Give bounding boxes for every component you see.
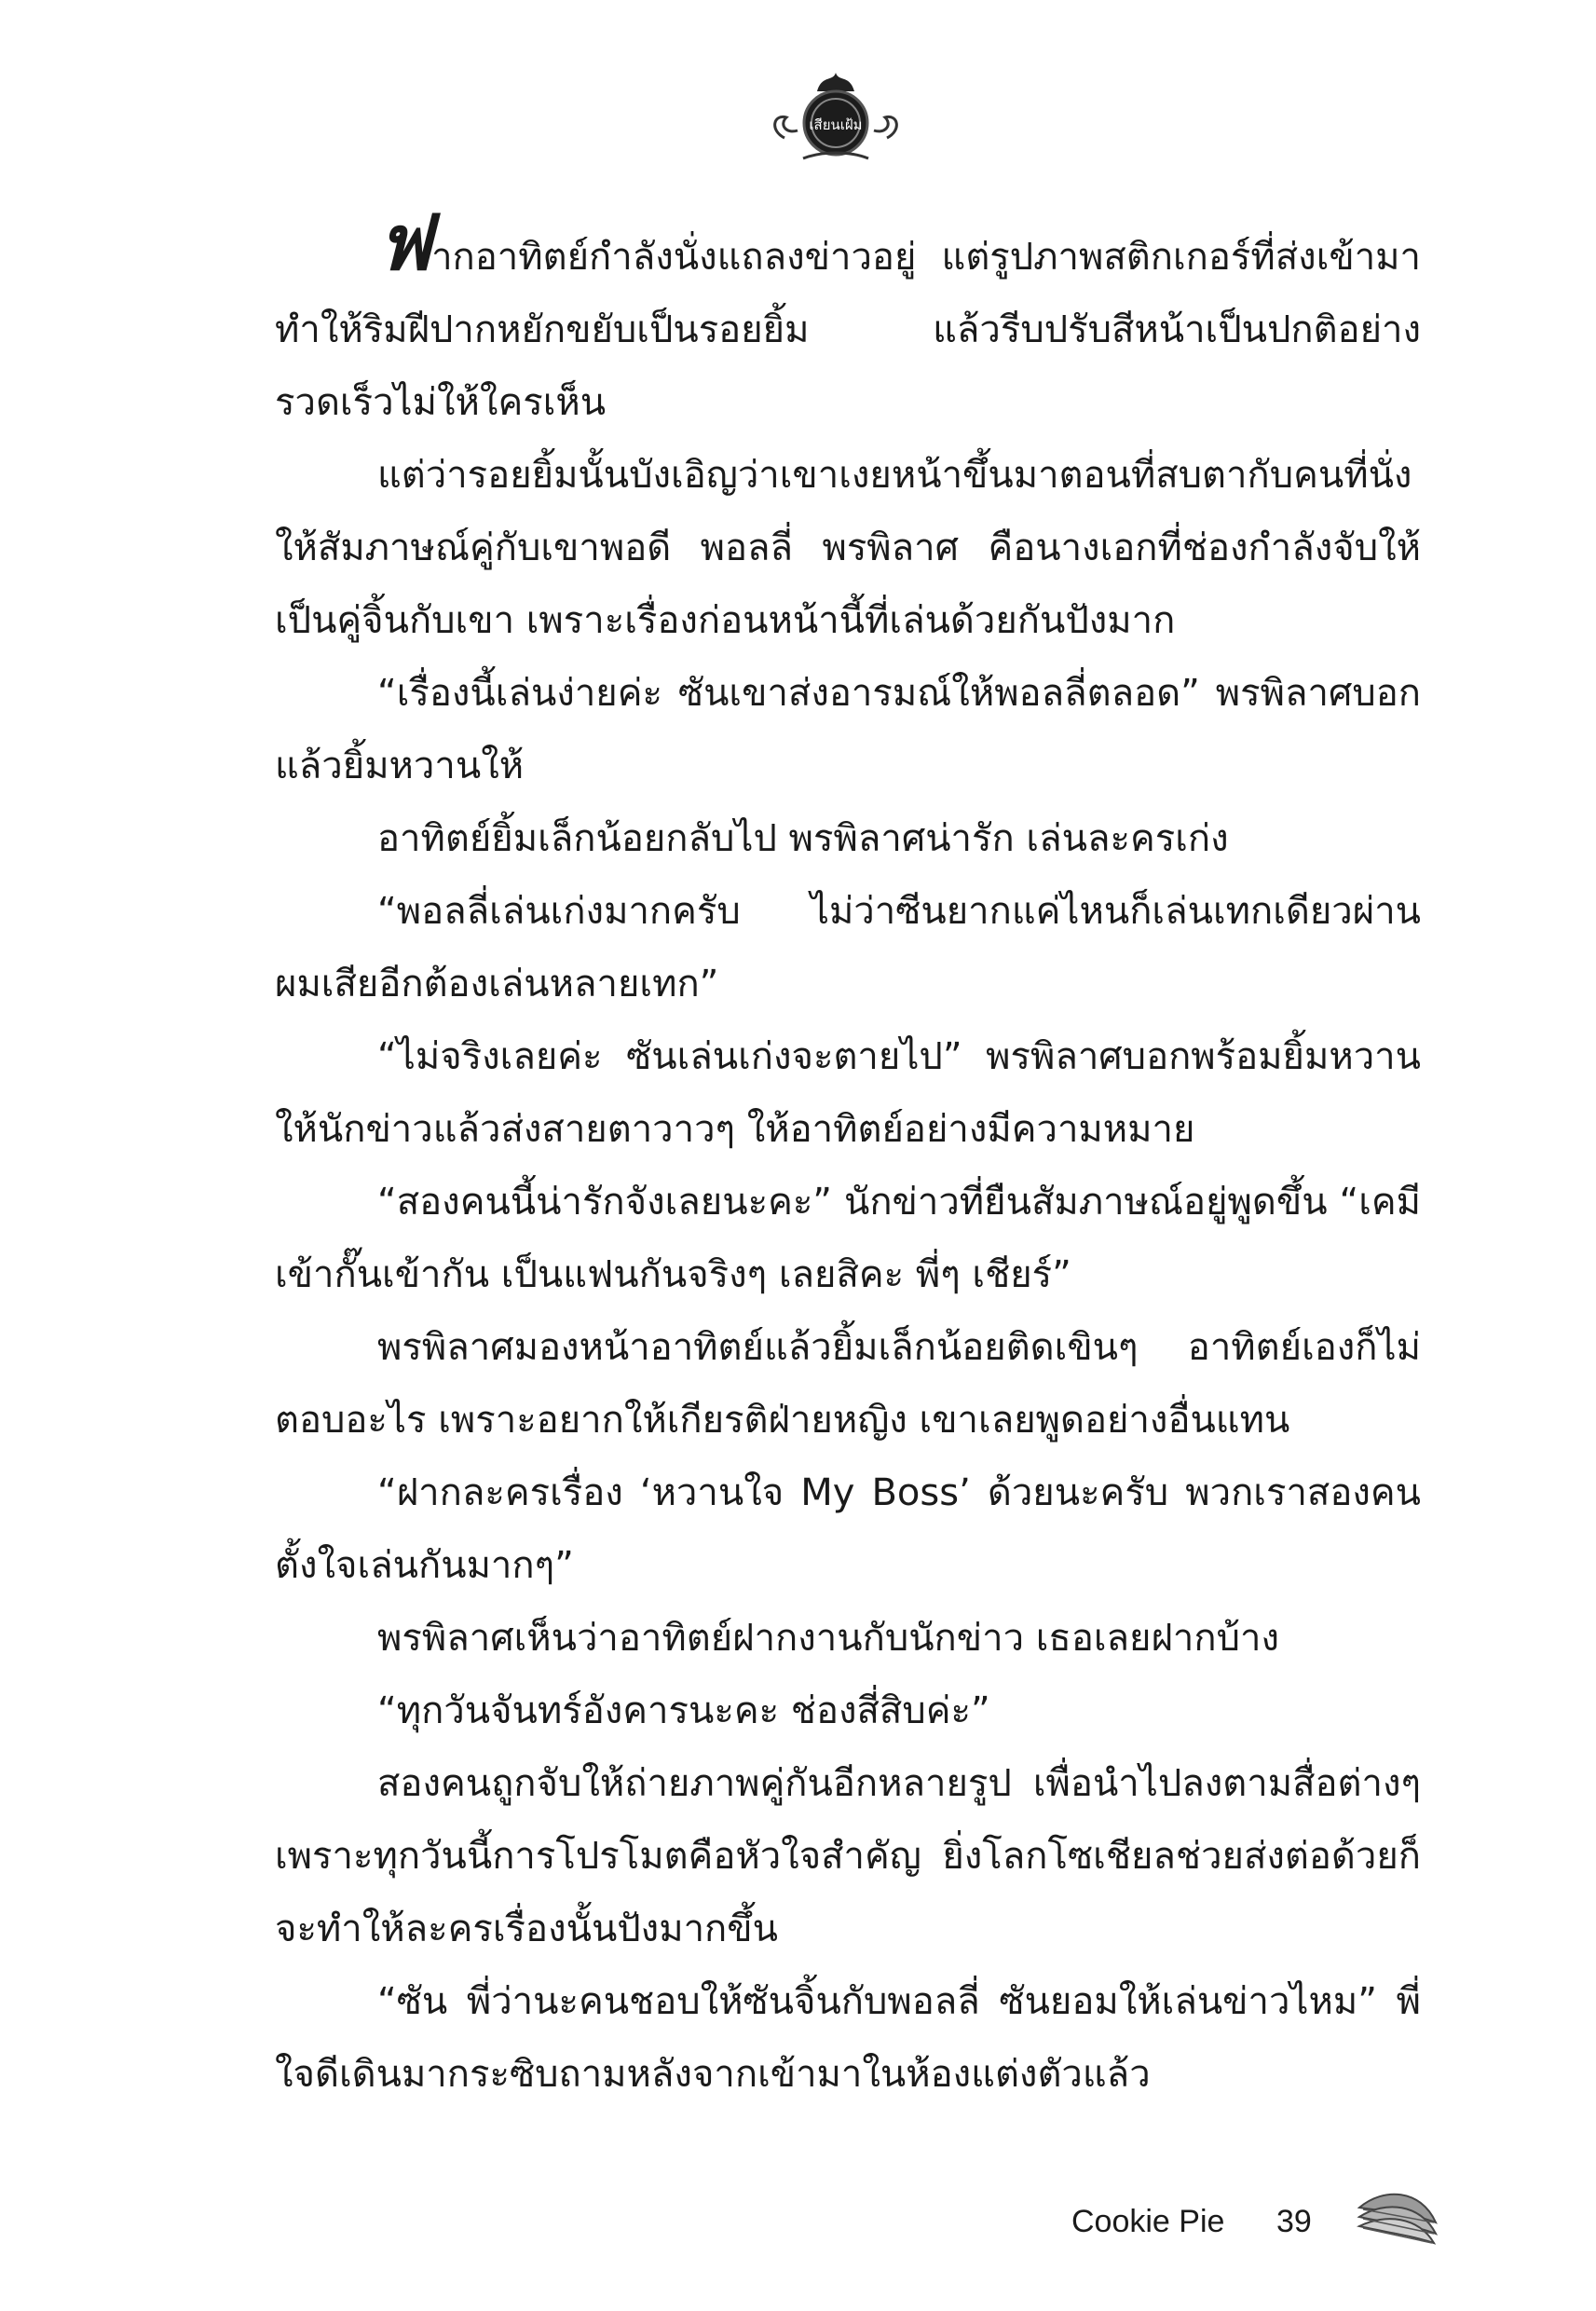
book-title: Cookie Pie	[1071, 2204, 1225, 2239]
paragraph-4: อาทิตย์ยิ้มเล็กน้อยกลับไป พรพิลาศน่ารัก เล่นละครเก่ง	[377, 817, 1229, 860]
paragraph-7: “สองคนนี้น่ารักจังเลยนะคะ” นักข่าวที่ยืนสัมภาษณ์อยู่พูดขึ้น “เคมีเข้ากั๊นเข้ากัน เป็นแฟนกันจริงๆ เลยสิคะ พี่ๆ เชียร์”	[275, 1181, 1421, 1296]
paragraph-8: พรพิลาศมองหน้าอาทิตย์แล้วยิ้มเล็กน้อยติดเขินๆ อาทิตย์เองก็ไม่ตอบอะไร เพราะอยากให้เกียรติฝ่ายหญิง เขาเลยพูดอย่างอื่นแทน	[275, 1326, 1421, 1442]
feather-quills-icon	[1356, 2185, 1439, 2250]
paragraph-1	[275, 198, 1421, 439]
paragraph-10: พรพิลาศเห็นว่าอาทิตย์ฝากงานกับนักข่าว เธอเลยฝากบ้าง	[377, 1617, 1279, 1660]
drop-cap: ฟ	[377, 198, 432, 288]
emblem-text: เสียนเฝ้ม	[809, 116, 863, 133]
paragraph-9: “ฝากละครเรื่อง ‘หวานใจ My Boss’ ด้วยนะครับ พวกเราสองคนตั้งใจเล่นกันมากๆ”	[275, 1471, 1421, 1587]
paragraph-6: “ไม่จริงเลยค่ะ ซันเล่นเก่งจะตายไป” พรพิลาศบอกพร้อมยิ้มหวานให้นักข่าวแล้วส่งสายตาวาวๆ ให้อาทิตย์อย่างมีความหมาย	[275, 1035, 1421, 1151]
story-body	[275, 198, 1421, 2111]
paragraph-12: สองคนถูกจับให้ถ่ายภาพคู่กันอีกหลายรูป เพื่อนำไปลงตามสื่อต่างๆ เพราะทุกวันนี้การโปรโมตคือหัวใจสำคัญ ยิ่งโลกโซเชียลช่วยส่งต่อด้วยก็จะทำให้ละครเรื่องนั้นปังมากขึ้น	[275, 1762, 1421, 1950]
paragraph-5: “พอลลี่เล่นเก่งมากครับ ไม่ว่าซีนยากแค่ไหนก็เล่นเทกเดียวผ่าน ผมเสียอีกต้องเล่นหลายเทก”	[275, 890, 1421, 1005]
paragraph-11: “ทุกวันจันทร์อังคารนะคะ ช่องสี่สิบค่ะ”	[377, 1689, 990, 1732]
paragraph-3: “เรื่องนี้เล่นง่ายค่ะ ซันเขาส่งอารมณ์ให้พอลลี่ตลอด” พรพิลาศบอกแล้วยิ้มหวานให้	[275, 672, 1421, 787]
paragraph-1-text: ากอาทิตย์กำลังนั่งแถลงข่าวอยู่ แต่รูปภาพสติกเกอร์ที่ส่งเข้ามาทำให้ริมฝีปากหยักขยับเป็นรอยยิ้ม แล้วรีบปรับสีหน้าเป็นปกติอย่างรวดเร็วไม่ให้ใครเห็น	[275, 236, 1421, 424]
paragraph-13: “ซัน พี่ว่านะคนชอบให้ซันจิ้นกับพอลลี่ ซันยอมให้เล่นข่าวไหม” พี่ใจดีเดินมากระซิบถามหลังจากเข้ามาในห้องแต่งตัวแล้ว	[275, 1980, 1421, 2096]
ornate-crest-icon	[766, 65, 906, 177]
page-number: 39	[1276, 2204, 1312, 2239]
paragraph-2: แต่ว่ารอยยิ้มนั้นบังเอิญว่าเขาเงยหน้าขึ้นมาตอนที่สบตากับคนที่นั่งให้สัมภาษณ์คู่กับเขาพอดี พอลลี่ พรพิลาศ คือนางเอกที่ช่องกำลังจับให้เป็นคู่จิ้นกับเขา เพราะเรื่องก่อนหน้านี้ที่เล่นด้วยกันปังมาก	[275, 454, 1421, 642]
